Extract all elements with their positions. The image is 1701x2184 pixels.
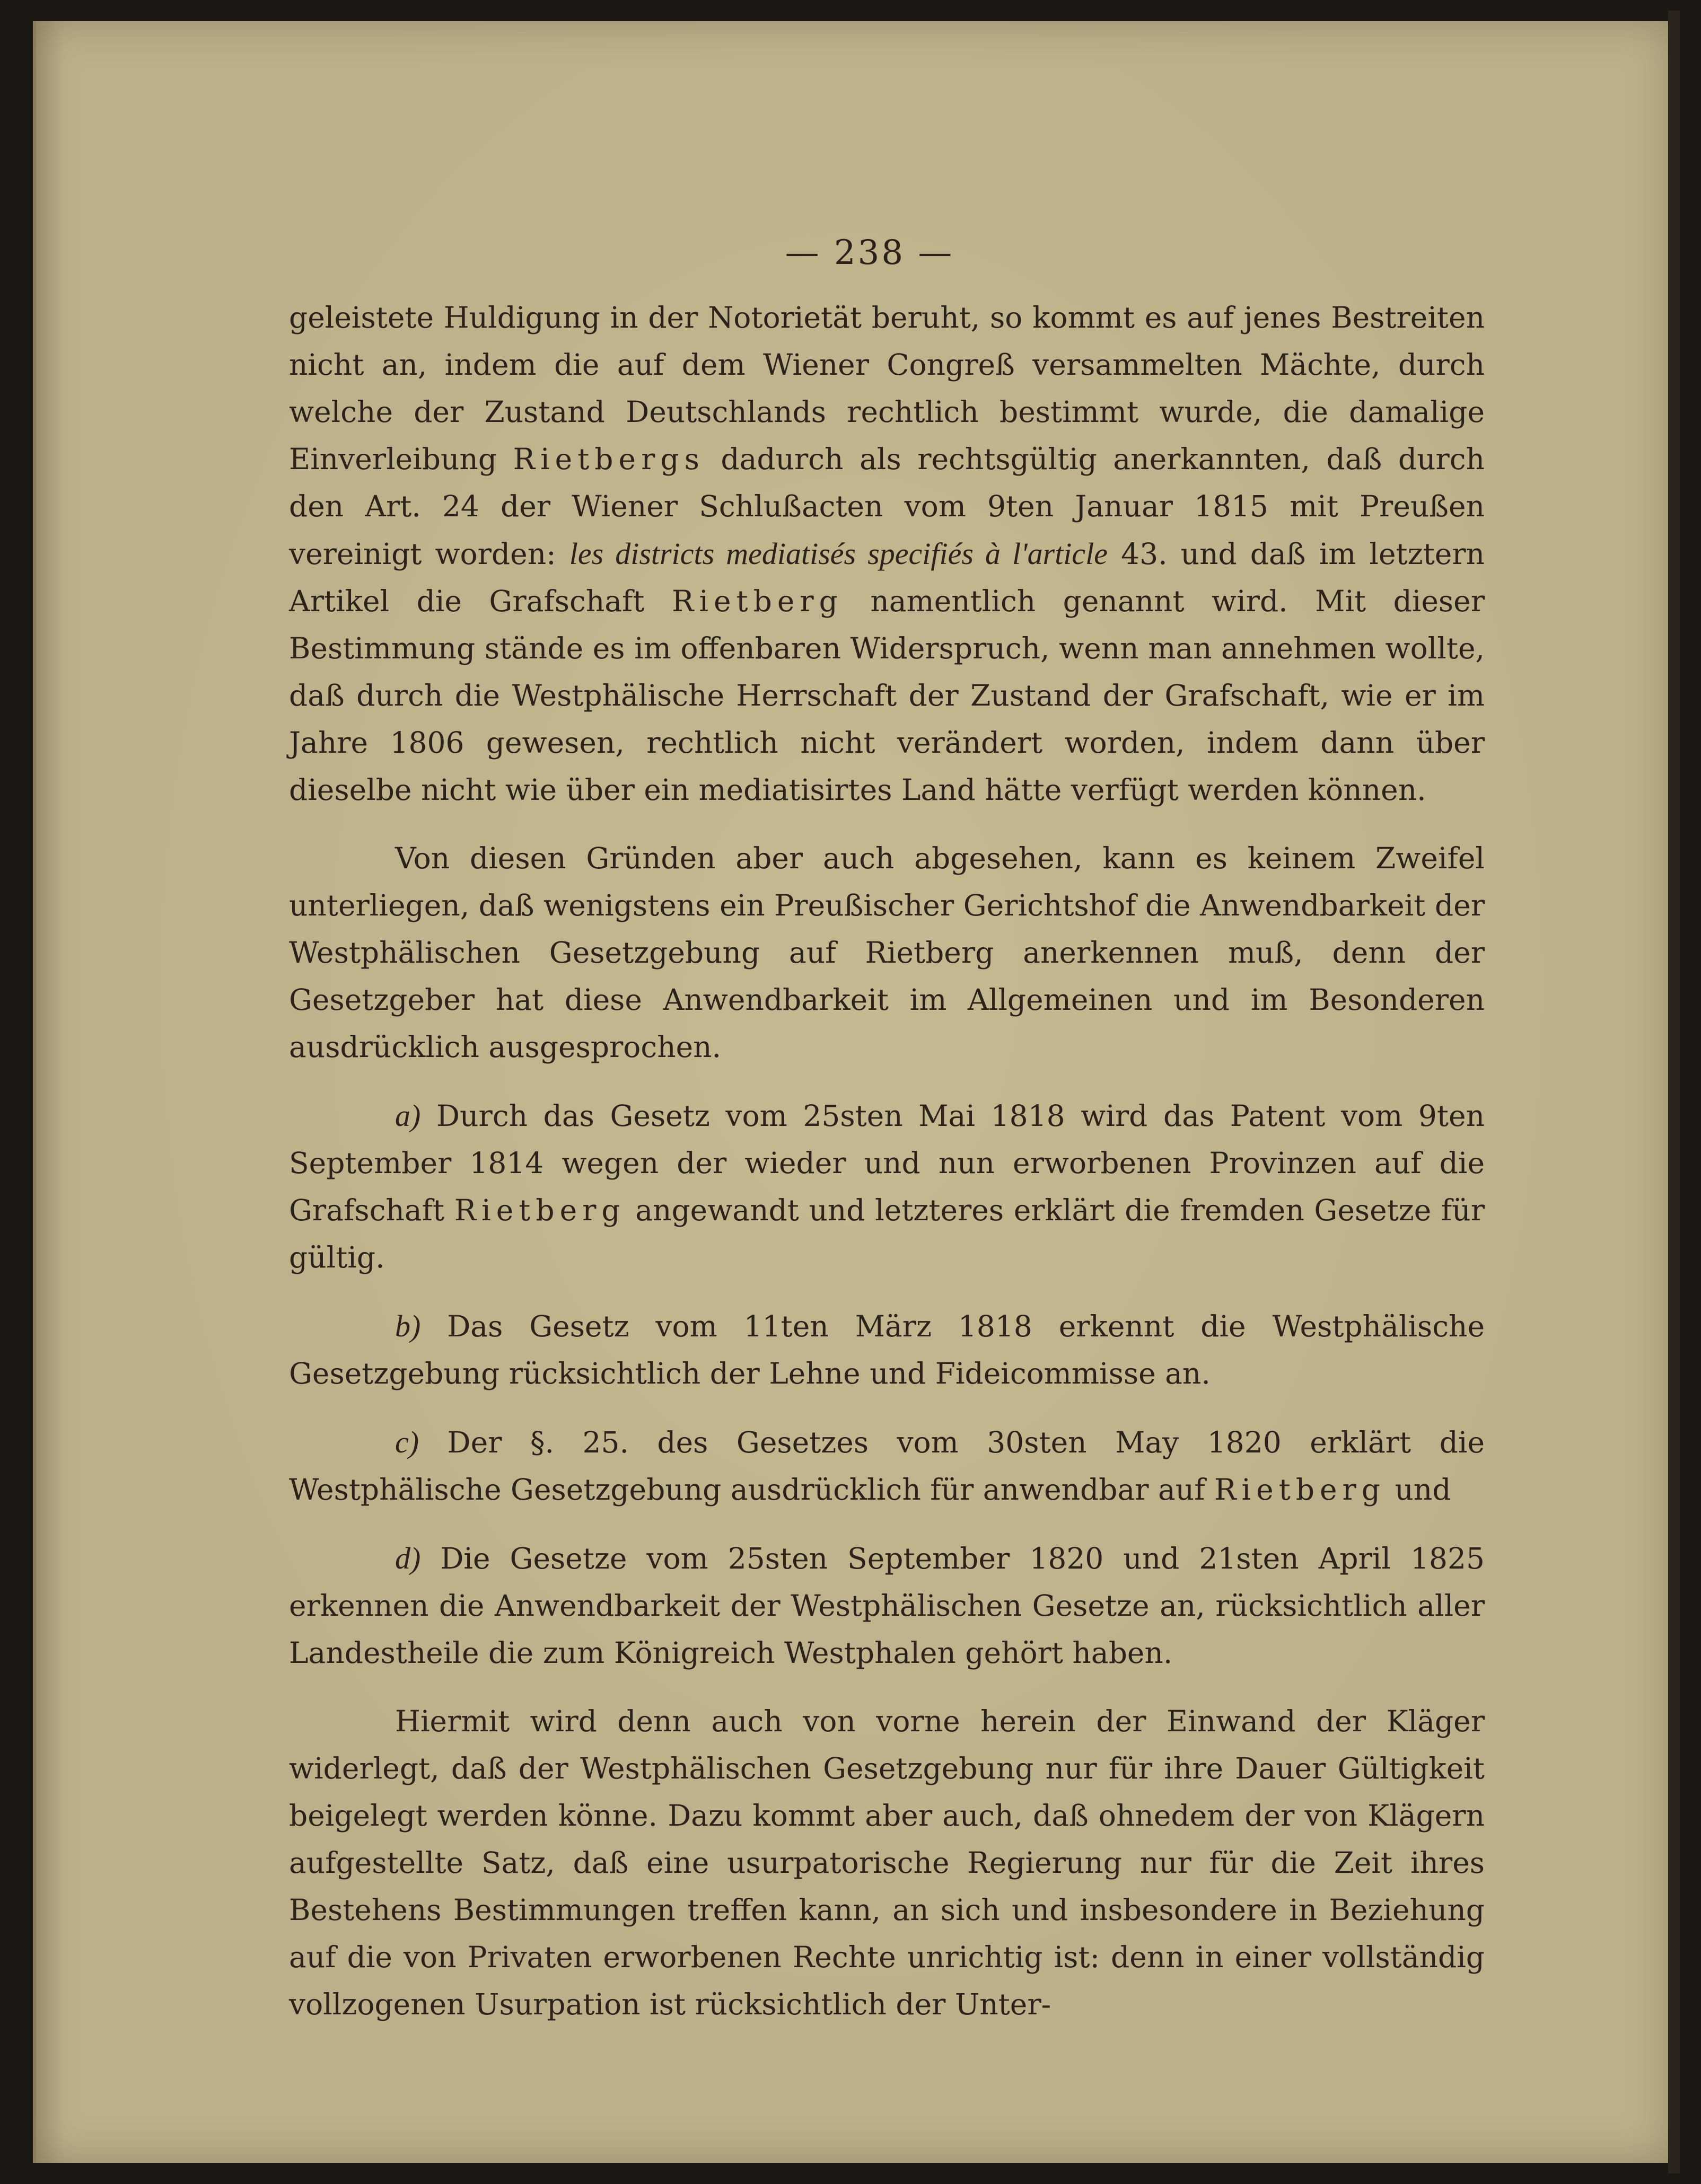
list-item-letter: a): [395, 1098, 421, 1133]
list-item-letter: b): [395, 1309, 421, 1343]
page-gutter: [33, 21, 36, 2163]
list-item-letter: c): [395, 1425, 419, 1459]
paragraph: Von diesen Gründen aber auch abgesehen, kann es keinem Zweifel unterliegen, daß wenigstens ein Preußischer Gerichtshof die Anwendbarkeit der Westphälischen Gesetzgebung auf Rietberg anerkennen muß, denn der Gesetzgeber hat diese Anwendbarkeit im Allgemeinen und im Besonderen ausdrücklich ausgesprochen.: [289, 841, 1485, 1064]
list-item-b: [289, 1302, 1485, 1397]
spaced-name: Rietbergs: [513, 442, 705, 476]
list-item-text: angewandt und letzteres erklärt die fremden Gesetze für gültig.: [289, 1193, 1485, 1274]
book-edge: [1668, 11, 1680, 2173]
spaced-name: Rietberg: [1214, 1473, 1386, 1507]
list-item-text: Die Gesetze vom 25sten September 1820 und 21sten April 1825 erkennen die Anwendbarkeit der Westphälischen Gesetze an, rücksichtlich aller Landestheile die zum Königreich Westphalen gehört haben.: [289, 1542, 1485, 1670]
list-item-letter: d): [395, 1541, 421, 1575]
paragraph-continued: [289, 294, 1485, 814]
list-item-text: und: [1386, 1473, 1451, 1507]
paragraph-text: 43. und daß im letztern Artikel die Grafschaft: [289, 537, 1485, 618]
paragraph: Hiermit wird denn auch von vorne herein der Einwand der Kläger widerlegt, daß der Westphälischen Gesetzgebung nur für ihre Dauer Gültigkeit beigelegt werden könne. Dazu kommt aber auch, daß ohnedem der von Klägern aufgestellte Satz, daß eine usurpatorische Regierung nur für die Zeit ihres Bestehens Bestimmungen treffen kann, an sich und insbesondere in Beziehung auf die von Privaten erworbenen Rechte unrichtig ist: denn in einer vollständig vollzogenen Usurpation ist rücksichtlich der Unter-: [289, 1704, 1485, 2021]
list-item-text: Das Gesetz vom 11ten März 1818 erkennt die Westphälische Gesetzgebung rücksichtlich der Lehne und Fideicommisse an.: [289, 1309, 1485, 1390]
list-item-c: [289, 1419, 1485, 1513]
list-item-a: [289, 1092, 1485, 1281]
spaced-name: Rietberg: [454, 1193, 626, 1227]
paragraph-text: namentlich genannt wird. Mit dieser Bestimmung stände es im offenbaren Widerspruch, wenn man annehmen wollte, daß durch die Westphälische Herrschaft der Zustand der Grafschaft, wie er im Jahre 1806 gewesen, rechtlich nicht verändert worden, indem dann über dieselbe nicht wie über ein mediatisirtes Land hätte verfügt werden können.: [289, 584, 1485, 807]
page-number: — 238 —: [785, 233, 954, 272]
paragraph-text: geleistete Huldigung in der Notorietät beruht, so kommt es auf jenes Bestreiten nicht an, indem die auf dem Wiener Congreß versammelten Mächte, durch welche der Zustand Deutschlands rechtlich bestimmt wurde, die damalige Einverleibung: [289, 301, 1485, 476]
paragraph-text: dadurch als rechtsgültig anerkannten, daß durch den Art. 24 der Wiener Schlußacten vom 9ten Januar 1815 mit Preußen vereinigt worden:: [289, 442, 1485, 571]
spaced-name: Rietberg: [671, 584, 843, 618]
list-item-text: Der §. 25. des Gesetzes vom 30sten May 1820 erklärt die Westphälische Gesetzgebung ausdrücklich für anwendbar auf: [289, 1425, 1485, 1507]
body-text: [289, 294, 1485, 2028]
list-item-text: Durch das Gesetz vom 25sten Mai 1818 wird das Patent vom 9ten September 1814 wegen der wieder und nun erworbenen Provinzen auf die Grafschaft: [289, 1099, 1485, 1227]
french-quotation: les districts mediatisés specifiés à l'article: [569, 536, 1108, 571]
list-item-d: [289, 1535, 1485, 1677]
